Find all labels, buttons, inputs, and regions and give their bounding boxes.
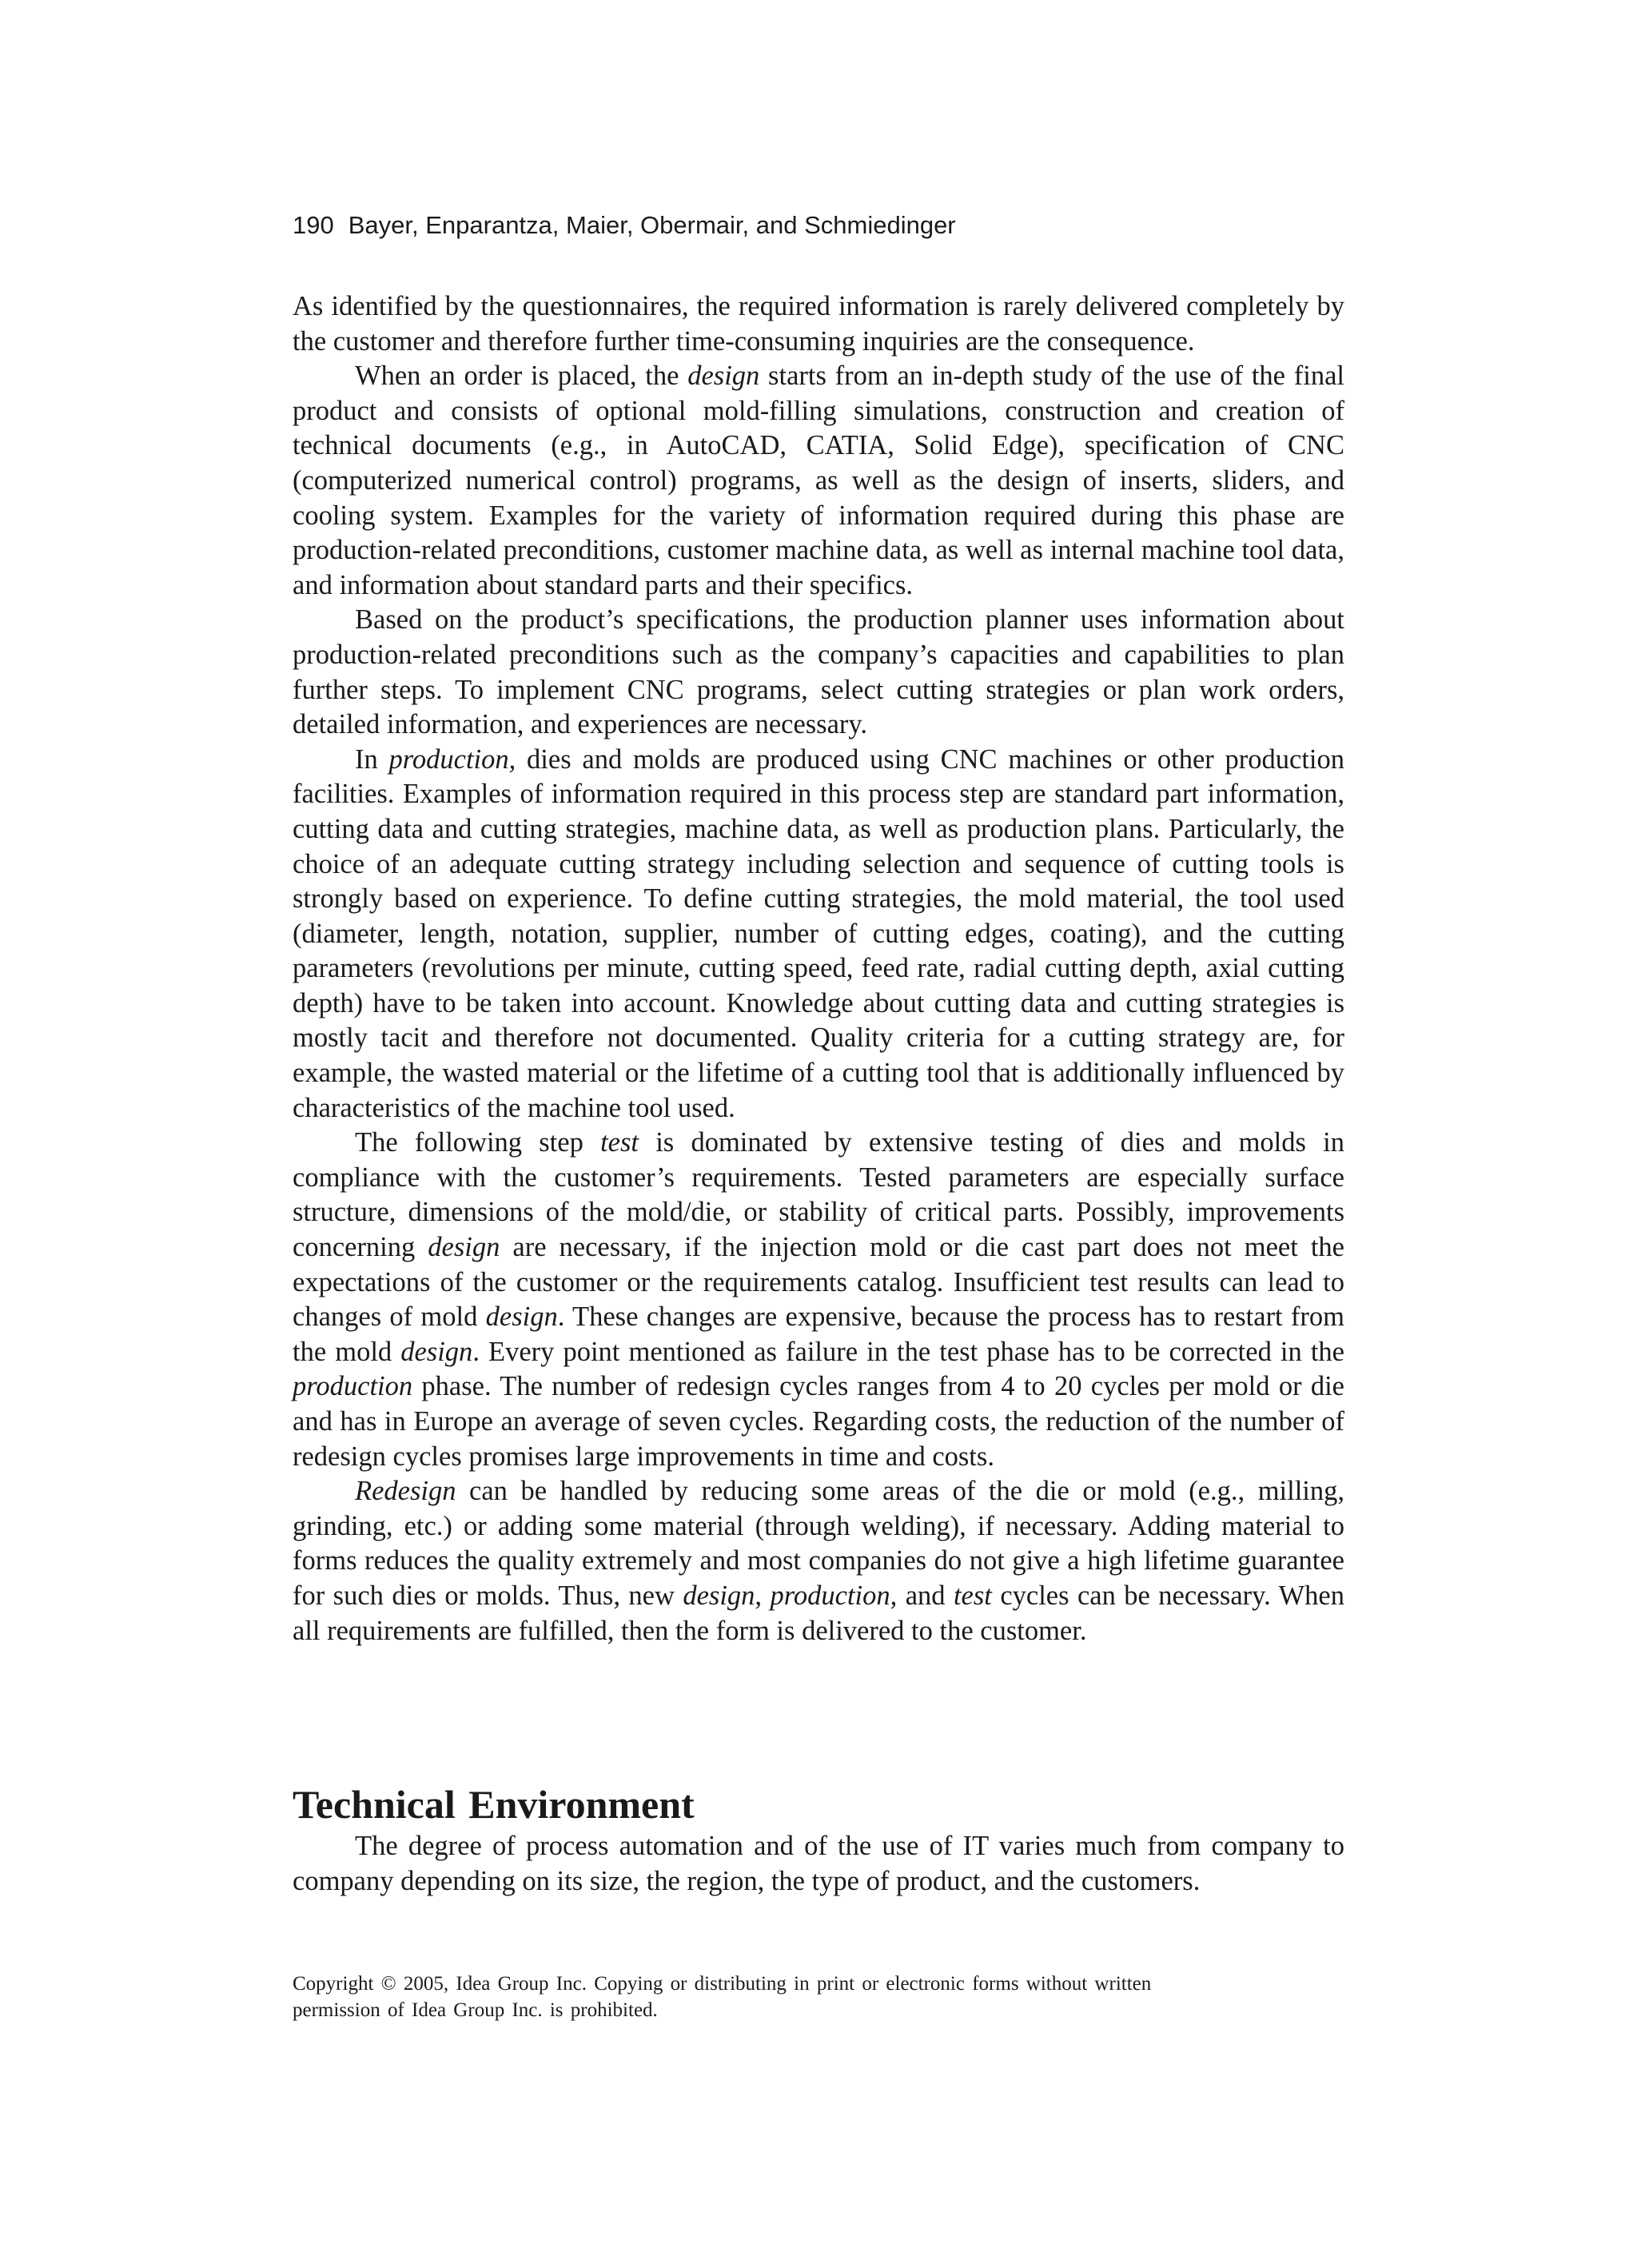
running-head (293, 209, 1348, 241)
copyright-line-2: permission of Idea Group Inc. is prohibited. (293, 1999, 658, 2021)
paragraph-4: In production, dies and molds are produced using CNC machines or other production facilities. Examples of information required in this process step are standard part information, cutting data and cutting strategies, machine data, as well as production plans. Particularly, the choice of an adequate cutting strategy including selection and sequence of cutting tools is strongly based on experience. To define cutting strategies, the mold material, the tool used (diameter, length, notation, supplier, number of cutting edges, coating), and the cutting parameters (revolutions per minute, cutting speed, feed rate, radial cutting depth, axial cutting depth) have to be taken into account. Knowledge about cutting data and cutting strategies is mostly tacit and therefore not documented. Quality criteria for a cutting strategy are, for example, the wasted material or the lifetime of a cutting tool that is additionally influenced by characteristics of the machine tool used. (293, 743, 1344, 1123)
paragraph-5: The following step test is dominated by extensive testing of dies and molds in compliance with the customer’s requirements. Tested parameters are especially surface structure, dimensions of the mold/die, or stability of critical parts. Possibly, improvements concerning design are necessary, if the injection mold or die cast part does not meet the expectations of the customer or the requirements catalog. Insufficient test results can lead to changes of mold design. These changes are expensive, because the process has to restart from the mold design. Every point mentioned as failure in the test phase has to be corrected in the production phase. The number of redesign cycles ranges from 4 to 20 cycles per mold or die and has in Europe an average of seven cycles. Regarding costs, the reduction of the number of redesign cycles promises large improvements in time and costs. (293, 1127, 1344, 1472)
copyright-notice (293, 1971, 1332, 2023)
section-heading: Technical Environment (293, 1782, 695, 1827)
paragraph-6: Redesign can be handled by reducing some areas of the die or mold (e.g., milling, grinding, etc.) or adding some material (through welding), if necessary. Adding material to forms reduces the quality extremely and most companies do not give a high lifetime guarantee for such dies or molds. Thus, new design, production, and test cycles can be necessary. When all requirements are fulfilled, then the form is delivered to the customer. (293, 1476, 1344, 1646)
copyright-line-1: Copyright © 2005, Idea Group Inc. Copying or distributing in print or electronic forms without written (293, 1973, 1152, 1995)
paragraph-3: Based on the product’s specifications, the production planner uses information about production-related preconditions such as the company’s capacities and capabilities to plan further steps. To implement CNC programs, select cutting strategies or plan work orders, detailed information, and experiences are necessary. (293, 604, 1344, 740)
paragraph-2: When an order is placed, the design starts from an in-depth study of the use of the final product and consists of optional mold-filling simulations, construction and creation of technical documents (e.g., in AutoCAD, CATIA, Solid Edge), specification of CNC (computerized numerical control) programs, as well as the design of inserts, sliders, and cooling system. Examples for the variety of information required during this phase are production-related preconditions, customer machine data, as well as internal machine tool data, and information about standard parts and their specifics. (293, 361, 1344, 600)
running-head-authors: Bayer, Enparantza, Maier, Obermair, and Schmiedinger (348, 211, 956, 239)
section-paragraph: The degree of process automation and of the use of IT varies much from company to company depending on its size, the region, the type of product, and the customers. (293, 1831, 1344, 1896)
page-number: 190 (293, 211, 334, 239)
paragraph-1: As identified by the questionnaires, the required information is rarely delivered completely by the customer and therefore further time-consuming inquiries are the consequence. (293, 291, 1344, 357)
body-text (293, 289, 1344, 1648)
